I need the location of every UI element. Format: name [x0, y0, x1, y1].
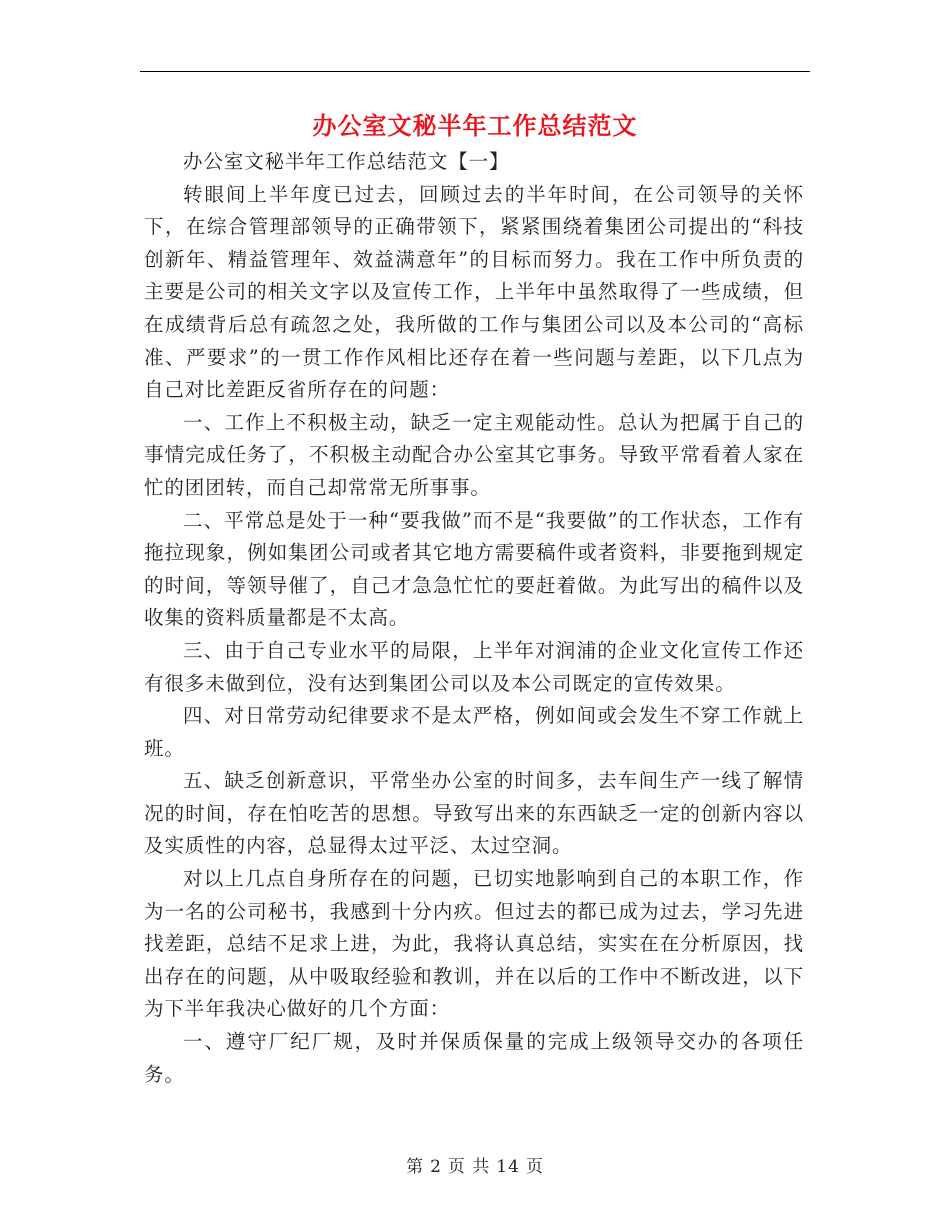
body-paragraph-issue-1: 一、工作上不积极主动，缺乏一定主观能动性。总认为把属于自己的事情完成任务了，不积极主动配合办公室其它事务。导致平常看着人家在忙的团团转，而自己却常常无所事事。 — [144, 410, 804, 499]
header-rule — [140, 71, 810, 72]
footer-middle: 页 共 — [447, 1157, 491, 1177]
document-title: 办公室文秘半年工作总结范文 — [312, 111, 638, 140]
page-number: 2 — [430, 1157, 442, 1177]
body-paragraph-issue-2: 二、平常总是处于一种“要我做”而不是“我要做”的工作状态，工作有拖拉现象，例如集团公司或者其它地方需要稿件或者资料，非要拖到规定的时间，等领导催了，自己才急急忙忙的要赶着做。为此写出的稿件以及收集的资料质量都是不太高。 — [144, 508, 804, 630]
total-pages: 14 — [496, 1157, 520, 1177]
body-paragraph-intro: 转眼间上半年度已过去，回顾过去的半年时间，在公司领导的关怀下，在综合管理部领导的正确带领下，紧紧围绕着集团公司提出的“科技创新年、精益管理年、效益满意年”的目标而努力。我在工作中所负责的主要是公司的相关文字以及宣传工作，上半年中虽然取得了一些成绩，但在成绩背后总有疏忽之处，我所做的工作与集团公司以及本公司的“高标准、严要求”的一贯工作作风相比还存在着一些问题与差距，以下几点为自己对比差距反省所存在的问题： — [144, 182, 804, 402]
footer-suffix: 页 — [525, 1157, 544, 1177]
page-footer — [0, 1152, 950, 1177]
footer-prefix: 第 — [406, 1157, 425, 1177]
body-paragraph-issue-5: 五、缺乏创新意识，平常坐办公室的时间多，去车间生产一线了解情况的时间，存在怕吃苦的思想。导致写出来的东西缺乏一定的创新内容以及实质性的内容，总显得太过平泛、太过空洞。 — [144, 769, 804, 858]
document-body — [144, 146, 804, 1091]
body-paragraph-reflection: 对以上几点自身所存在的问题，已切实地影响到自己的本职工作，作为一名的公司秘书，我感到十分内疚。但过去的都已成为过去，学习先进找差距，总结不足求上进，为此，我将认真总结，实实在在分析原因，找出存在的问题，从中吸取经验和教训，并在以后的工作中不断改进，以下为下半年我决心做好的几个方面： — [144, 867, 804, 1021]
body-paragraph-issue-4: 四、对日常劳动纪律要求不是太严格，例如间或会发生不穿工作就上班。 — [144, 704, 804, 760]
body-paragraph-issue-3: 三、由于自己专业水平的局限，上半年对润浦的企业文化宣传工作还有很多未做到位，没有达到集团公司以及本公司既定的宣传效果。 — [144, 638, 804, 695]
body-paragraph-plan-1: 一、遵守厂纪厂规，及时并保质保量的完成上级领导交办的各项任务。 — [144, 1030, 804, 1086]
section-heading: 办公室文秘半年工作总结范文【一】 — [183, 150, 510, 173]
